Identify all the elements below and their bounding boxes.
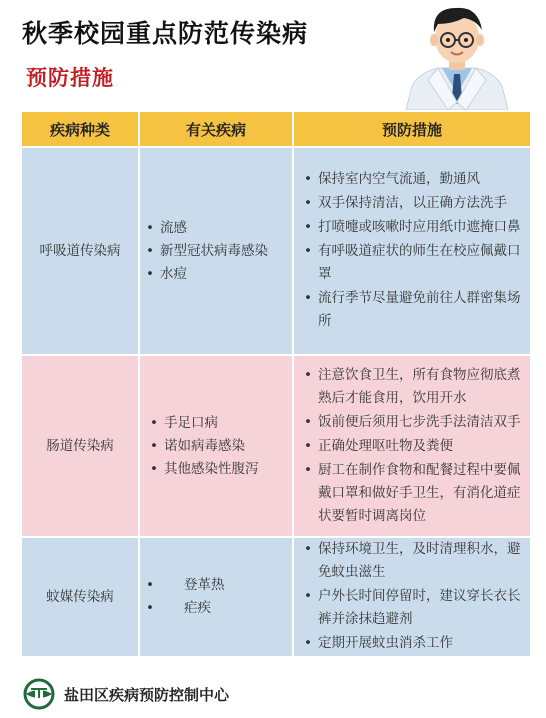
page-subtitle: 预防措施: [26, 66, 114, 90]
table-row: [22, 355, 530, 537]
diseases-cell: [139, 147, 293, 355]
header-category: 疾病种类: [22, 112, 139, 147]
footer: [22, 677, 229, 711]
list-item: • 有呼吸道症状的师生在校应佩戴口罩: [318, 240, 522, 286]
diseases-cell: [139, 537, 293, 656]
measure-list: [294, 168, 530, 333]
list-item: • 打喷嚏或咳嗽时应用纸巾遮掩口鼻: [318, 216, 522, 239]
list-item: • 户外长时间停留时，建议穿长衣长裤并涂抹趋避剂: [318, 585, 522, 631]
disease-list: [140, 412, 292, 481]
cdc-logo-icon: [22, 677, 56, 711]
list-item: • 手足口病: [164, 412, 292, 435]
list-item: • 新型冠状病毒感染: [160, 240, 292, 263]
list-item: • 正确处理呕吐物及粪便: [318, 435, 522, 458]
measures-cell: [293, 147, 530, 355]
header-diseases: 有关疾病: [139, 112, 293, 147]
list-item: • 流感: [160, 217, 292, 240]
list-item: • 注意饮食卫生，所有食物应彻底煮熟后才能食用，饮用开水: [318, 364, 522, 410]
list-item: • 双手保持清洁，以正确方法洗手: [318, 192, 522, 215]
category-cell: 呼吸道传染病: [22, 147, 139, 355]
measures-cell: [293, 355, 530, 537]
page-title: 秋季校园重点防范传染病: [22, 19, 309, 48]
organization-name: 盐田区疾病预防控制中心: [64, 685, 230, 704]
list-item: • 水痘: [160, 263, 292, 286]
list-item: • 诺如病毒感染: [164, 435, 292, 458]
list-item: • 流行季节尽量避免前往人群密集场所: [318, 287, 522, 333]
list-item: • 饭前便后须用七步洗手法清洁双手: [318, 411, 522, 434]
measures-cell: [293, 537, 530, 656]
list-item: • 厨工在制作食物和配餐过程中要佩戴口罩和做好手卫生，有消化道症状要暂时调离岗位: [318, 459, 522, 528]
header-measures: 预防措施: [293, 112, 530, 147]
disease-list: [140, 217, 292, 286]
table-row: [22, 537, 530, 656]
table-row: [22, 147, 530, 355]
list-item: • 定期开展蚊虫消杀工作: [318, 632, 522, 655]
category-cell: 蚊媒传染病: [22, 537, 139, 656]
measure-list: [294, 538, 530, 655]
category-cell: 肠道传染病: [22, 355, 139, 537]
disease-list: [140, 574, 292, 620]
list-item: • 其他感染性腹泻: [164, 458, 292, 481]
list-item: • 登革热: [160, 574, 292, 597]
list-item: • 保持环境卫生，及时清理积水，避免蚊虫滋生: [318, 538, 522, 584]
list-item: • 疟疾: [160, 597, 292, 620]
measure-list: [294, 364, 530, 528]
doctor-illustration-icon: [398, 2, 516, 110]
list-item: • 保持室内空气流通，勤通风: [318, 168, 522, 191]
prevention-table: [22, 112, 530, 656]
diseases-cell: [139, 355, 293, 537]
